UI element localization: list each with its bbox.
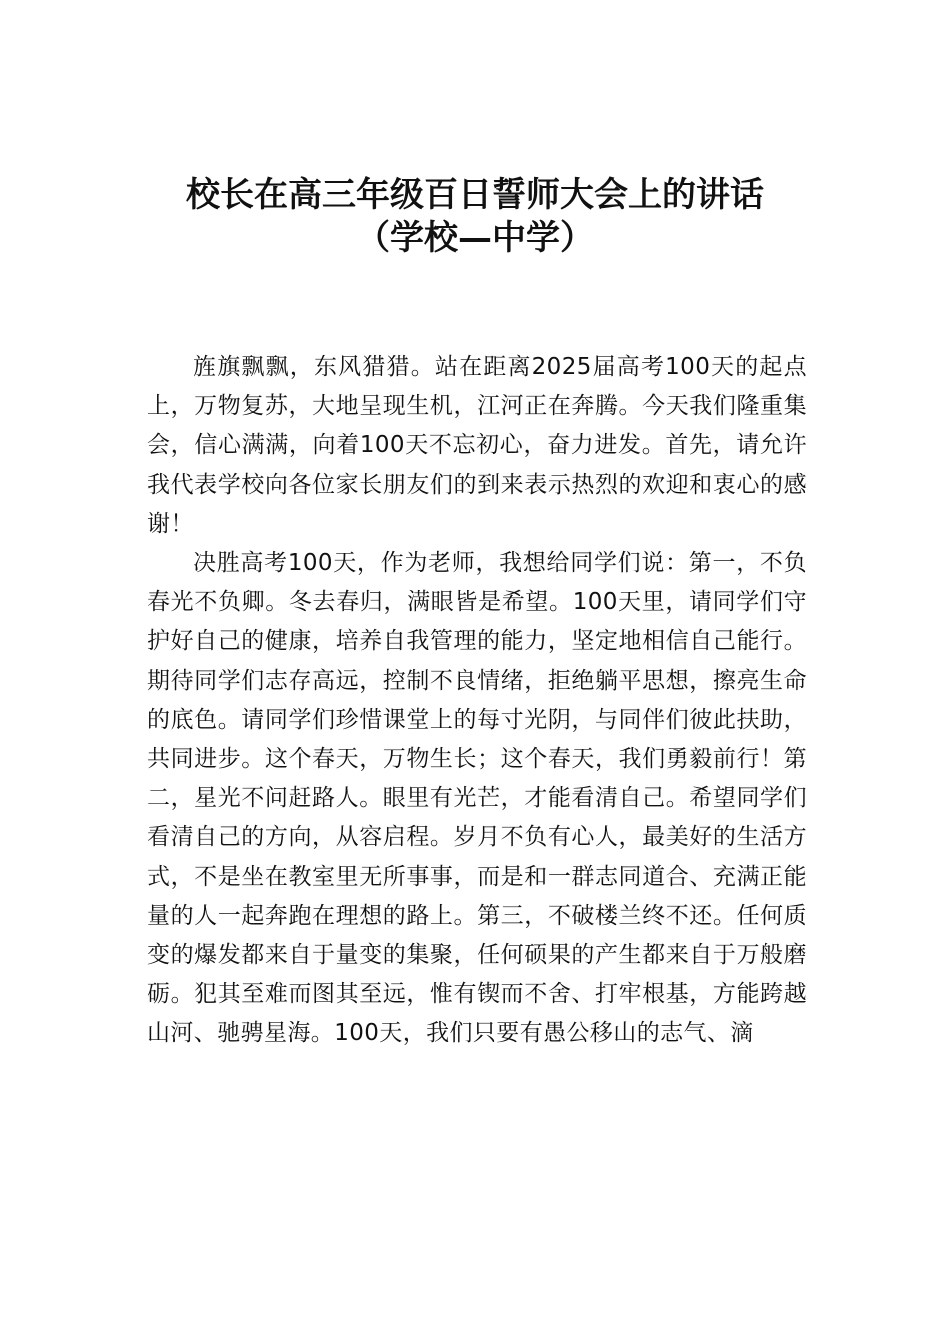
page-title: 校长在高三年级百日誓师大会上的讲话 (186, 175, 764, 215)
body-text (147, 348, 807, 1054)
paragraph-1: 旌旗飘飘，东风猎猎。站在距离2025届高考100天的起点上，万物复苏，大地呈现生机，江河正在奔腾。今天我们隆重集会，信心满满，向着100天不忘初心，奋力进发。首先，请允许我代表学校向各位家长朋友们的到来表示热烈的欢迎和衷心的感谢！ (147, 354, 807, 537)
paragraph-2: 决胜高考100天，作为老师，我想给同学们说：第一，不负春光不负卿。冬去春归，满眼皆是希望。100天里，请同学们守护好自己的健康，培养自我管理的能力，坚定地相信自己能行。期待同学们志存高远，控制不良情绪，拒绝躺平思想，擦亮生命的底色。请同学们珍惜课堂上的每寸光阴，与同伴们彼此扶助，共同进步。这个春天，万物生长；这个春天，我们勇毅前行！第二，星光不问赶路人。眼里有光芒，才能看清自己。希望同学们看清自己的方向，从容启程。岁月不负有心人，最美好的生活方式，不是坐在教室里无所事事，而是和一群志同道合、充满正能量的人一起奔跑在理想的路上。第三，不破楼兰终不还。任何质变的爆发都来自于量变的集聚，任何硕果的产生都来自于万般磨砺。犯其至难而图其至远，惟有锲而不舍、打牢根基，方能跨越山河、驰骋星海。100天，我们只要有愚公移山的志气、滴 (147, 550, 807, 1047)
page-subtitle: （学校—中学） (356, 218, 594, 258)
